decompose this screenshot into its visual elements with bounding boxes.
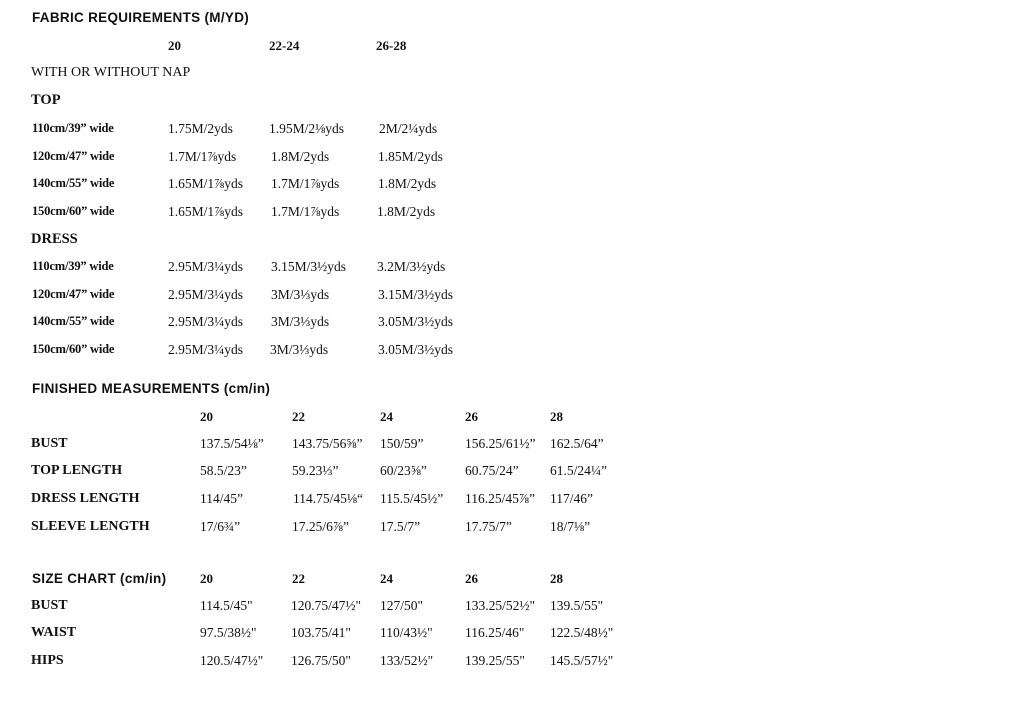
fabric-width-label: 150cm/60” wide — [32, 342, 115, 356]
size-chart-size-header: 28 — [550, 571, 563, 586]
dress-group-label: DRESS — [31, 231, 78, 247]
size-chart-size-header: 26 — [465, 571, 478, 586]
finished-row-label: SLEEVE LENGTH — [31, 519, 150, 534]
finished-cell: 17/6¾” — [200, 519, 241, 534]
fabric-requirements-heading: FABRIC REQUIREMENTS (M/YD) — [32, 10, 250, 25]
size-chart-cell: 139.25/55" — [465, 653, 525, 668]
finished-cell: 114/45” — [200, 491, 243, 506]
size-chart-size-header: 24 — [380, 571, 393, 586]
fabric-cell: 2.95M/3¼yds — [168, 342, 244, 357]
finished-cell: 162.5/64” — [550, 436, 604, 451]
size-chart-heading: SIZE CHART (cm/in) — [32, 571, 167, 586]
fabric-width-label: 150cm/60” wide — [32, 204, 115, 218]
size-chart-cell: 103.75/41" — [291, 625, 351, 640]
size-chart-cell: 126.75/50" — [291, 653, 351, 668]
finished-cell: 17.25/6⅞” — [292, 519, 349, 534]
fabric-cell: 1.7M/1⅞yds — [168, 149, 237, 164]
size-chart-cell: 139.5/55" — [550, 598, 604, 613]
finished-row-label: BUST — [31, 436, 68, 451]
nap-label: WITH OR WITHOUT NAP — [31, 65, 191, 80]
finished-cell: 156.25/61½” — [465, 436, 536, 451]
fabric-cell: 3.2M/3½yds — [377, 259, 446, 274]
fabric-cell: 1.7M/1⅞yds — [271, 204, 340, 219]
finished-cell: 60.75/24” — [465, 463, 519, 478]
fabric-cell: 1.8M/2yds — [378, 176, 437, 191]
fabric-cell: 2M/2¼yds — [379, 121, 438, 136]
size-chart-size-header: 22 — [292, 571, 305, 586]
finished-row-label: TOP LENGTH — [31, 463, 123, 478]
finished-cell: 117/46” — [550, 491, 593, 506]
fabric-cell: 1.65M/1⅞yds — [168, 204, 244, 219]
size-chart-cell: 133/52½" — [380, 653, 434, 668]
fabric-cell: 2.95M/3¼yds — [168, 314, 244, 329]
fabric-width-label: 110cm/39” wide — [32, 121, 114, 135]
finished-cell: 150/59” — [380, 436, 424, 451]
fabric-cell: 3M/3⅓yds — [271, 314, 330, 329]
fabric-cell: 1.65M/1⅞yds — [168, 176, 244, 191]
finished-cell: 17.75/7” — [465, 519, 512, 534]
fabric-cell: 1.8M/2yds — [271, 149, 330, 164]
finished-measurements-heading: FINISHED MEASUREMENTS (cm/in) — [32, 381, 271, 396]
size-chart-cell: 110/43½" — [380, 625, 433, 640]
size-chart-cell: 122.5/48½" — [550, 625, 614, 640]
size-chart-row-label: HIPS — [31, 653, 64, 668]
finished-cell: 115.5/45½” — [380, 491, 444, 506]
fabric-cell: 1.85M/2yds — [378, 149, 443, 164]
size-chart-cell: 120.75/47½" — [291, 598, 362, 613]
size-chart-row-label: WAIST — [31, 625, 77, 640]
fabric-size-header-22-24: 22-24 — [269, 38, 300, 53]
finished-cell: 59.23⅓” — [292, 463, 339, 478]
finished-cell: 58.5/23” — [200, 463, 247, 478]
finished-size-header: 26 — [465, 409, 478, 424]
finished-cell: 61.5/24¼” — [550, 463, 607, 478]
size-chart-cell: 127/50" — [380, 598, 424, 613]
size-chart-cell: 120.5/47½" — [200, 653, 264, 668]
fabric-cell: 1.7M/1⅞yds — [271, 176, 340, 191]
fabric-cell: 2.95M/3¼yds — [168, 259, 244, 274]
finished-row-label: DRESS LENGTH — [31, 491, 140, 506]
fabric-size-header-20: 20 — [168, 38, 181, 53]
finished-cell: 114.75/45⅛“ — [293, 491, 363, 506]
fabric-cell: 3.15M/3½yds — [378, 287, 454, 302]
size-chart-cell: 116.25/46" — [465, 625, 525, 640]
size-chart-row-label: BUST — [31, 598, 68, 613]
size-chart-cell: 133.25/52½" — [465, 598, 536, 613]
finished-cell: 18/7⅛” — [550, 519, 591, 534]
finished-size-header: 20 — [200, 409, 213, 424]
finished-size-header: 24 — [380, 409, 393, 424]
fabric-cell: 3.05M/3½yds — [378, 342, 454, 357]
finished-size-header: 28 — [550, 409, 563, 424]
fabric-width-label: 120cm/47” wide — [32, 149, 115, 163]
fabric-size-header-26-28: 26-28 — [376, 38, 407, 53]
fabric-cell: 2.95M/3¼yds — [168, 287, 244, 302]
fabric-cell: 3.05M/3½yds — [378, 314, 454, 329]
size-chart-cell: 145.5/57½" — [550, 653, 614, 668]
fabric-cell: 1.95M/2⅛yds — [269, 121, 345, 136]
finished-cell: 17.5/7” — [380, 519, 421, 534]
fabric-width-label: 140cm/55” wide — [32, 314, 115, 328]
finished-cell: 143.75/56⅝” — [292, 436, 363, 451]
finished-cell: 137.5/54⅛” — [200, 436, 264, 451]
fabric-cell: 3M/3⅓yds — [270, 342, 329, 357]
fabric-cell: 3M/3⅓yds — [271, 287, 330, 302]
finished-cell: 116.25/45⅞” — [465, 491, 535, 506]
fabric-cell: 1.8M/2yds — [377, 204, 436, 219]
finished-cell: 60/23⅝” — [380, 463, 427, 478]
fabric-width-label: 140cm/55” wide — [32, 176, 115, 190]
fabric-cell: 1.75M/2yds — [168, 121, 233, 136]
finished-size-header: 22 — [292, 409, 305, 424]
fabric-width-label: 120cm/47” wide — [32, 287, 115, 301]
size-chart-cell: 97.5/38½" — [200, 625, 257, 640]
fabric-width-label: 110cm/39” wide — [32, 259, 114, 273]
size-chart-size-header: 20 — [200, 571, 213, 586]
fabric-cell: 3.15M/3½yds — [271, 259, 347, 274]
size-chart-cell: 114.5/45" — [200, 598, 253, 613]
top-group-label: TOP — [31, 92, 61, 108]
